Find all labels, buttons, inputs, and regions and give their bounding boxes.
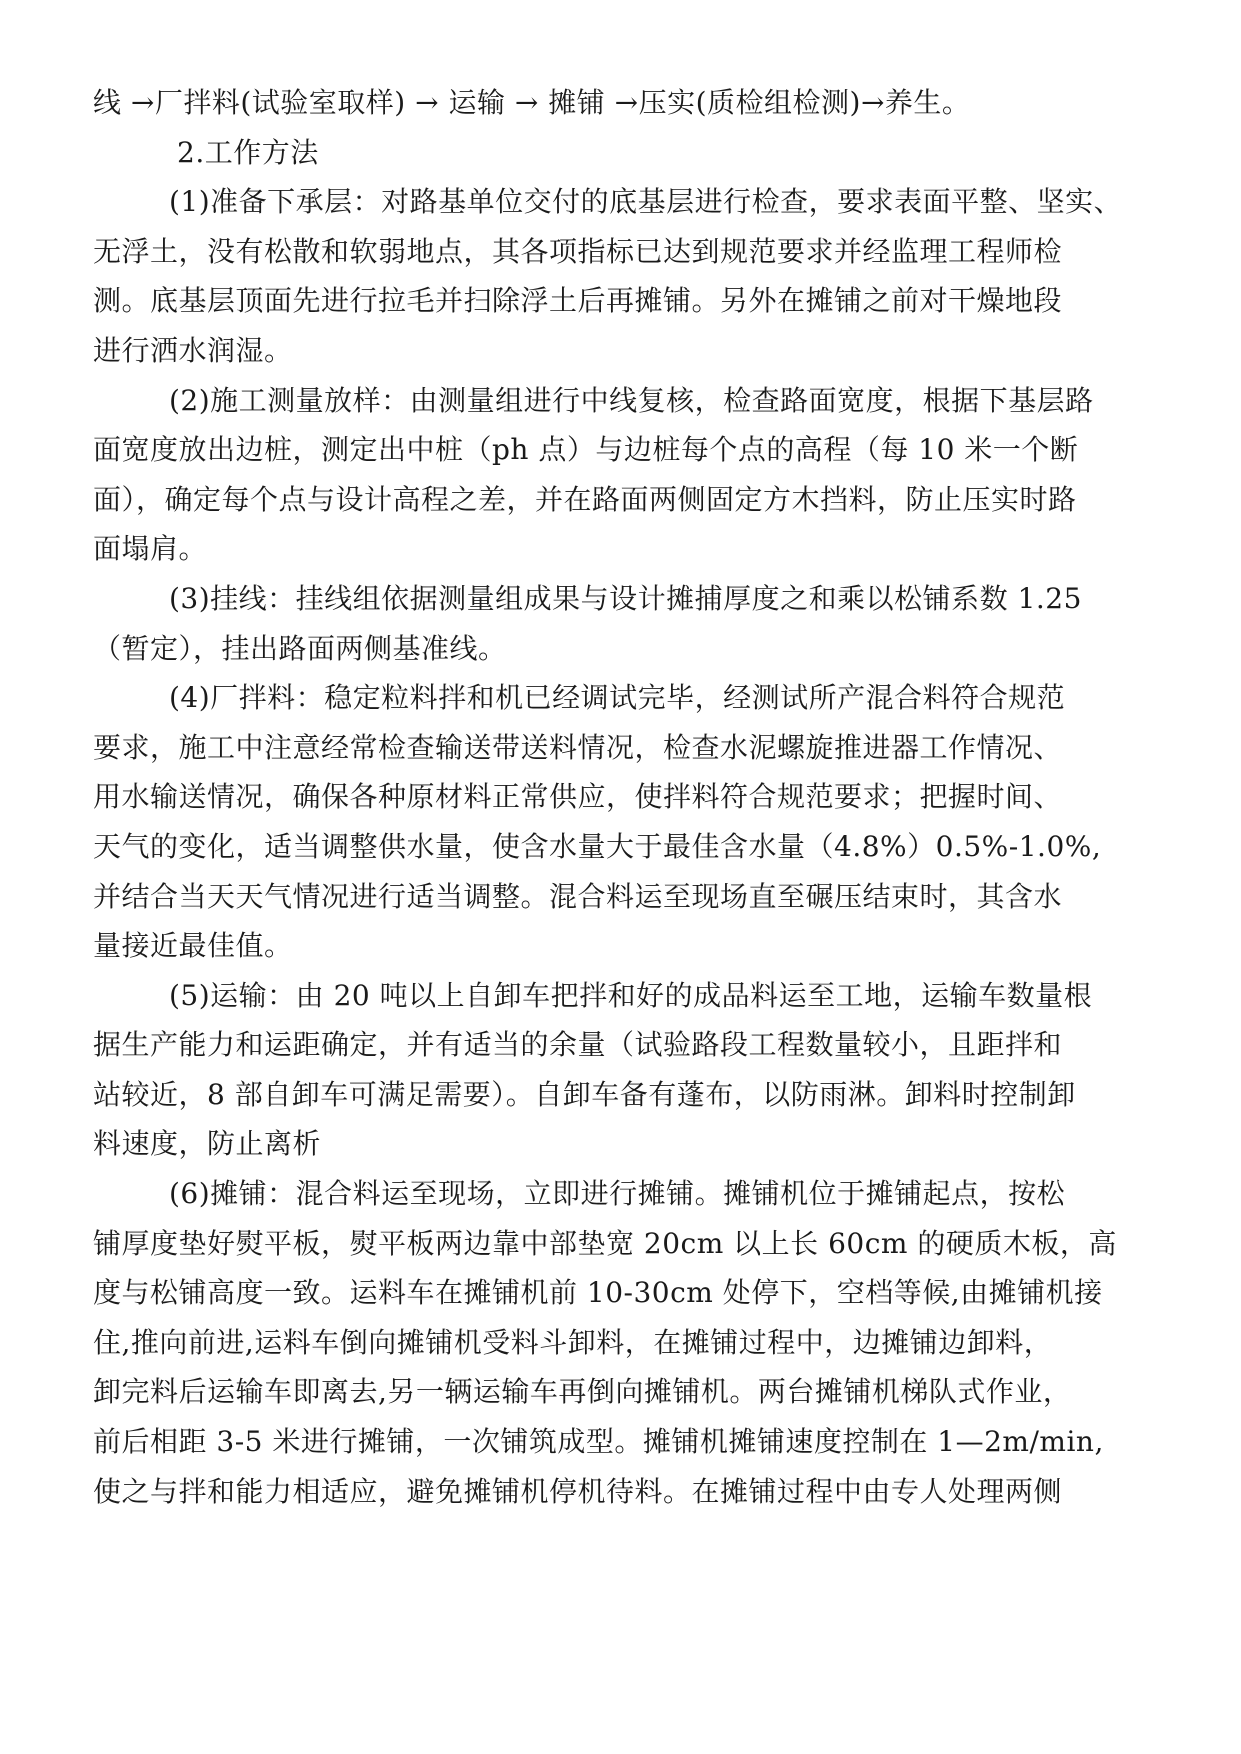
text-line: 面塌肩。 — [93, 532, 208, 566]
text-line: 天气的变化，适当调整供水量，使含水量大于最佳含水量（4.8%）0.5%-1.0%, — [93, 829, 1102, 863]
text-line: 住,推向前进,运料车倒向摊铺机受料斗卸料，在摊铺过程中，边摊铺边卸料， — [93, 1325, 1053, 1359]
text-line: 用水输送情况，确保各种原材料正常供应，使拌料符合规范要求；把握时间、 — [93, 780, 1063, 814]
text-line: 使之与拌和能力相适应，避免摊铺机停机待料。在摊铺过程中由专人处理两侧 — [93, 1474, 1063, 1508]
text-line: (6)摊铺：混合料运至现场，立即进行摊铺。摊铺机位于摊铺起点，按松 — [169, 1177, 1066, 1211]
text-line: (5)运输：由 20 吨以上自卸车把拌和好的成品料运至工地，运输车数量根 — [169, 978, 1093, 1012]
text-line: 面），确定每个点与设计高程之差，并在路面两侧固定方木挡料，防止压实时路 — [93, 482, 1077, 516]
text-line: 度与松铺高度一致。运料车在摊铺机前 10-30cm 处停下，空档等候,由摊铺机接 — [93, 1276, 1103, 1310]
text-line: 量接近最佳值。 — [93, 929, 293, 963]
text-line: 前后相距 3-5 米进行摊铺，一次铺筑成型。摊铺机摊铺速度控制在 1—2m/min, — [93, 1425, 1104, 1459]
text-line: （暂定），挂出路面两侧基准线。 — [93, 631, 507, 665]
text-line: 铺厚度垫好熨平板，熨平板两边靠中部垫宽 20cm 以上长 60cm 的硬质木板，高 — [93, 1226, 1117, 1260]
text-line: (3)挂线：挂线组依据测量组成果与设计摊捕厚度之和乘以松铺系数 1.25 — [169, 581, 1082, 615]
text-line: 并结合当天天气情况进行适当调整。混合料运至现场直至碾压结束时，其含水 — [93, 879, 1063, 913]
text-line: 进行洒水润湿。 — [93, 333, 293, 367]
text-line: 无浮土，没有松散和软弱地点，其各项指标已达到规范要求并经监理工程师检 — [93, 234, 1063, 268]
text-line: (2)施工测量放样：由测量组进行中线复核，检查路面宽度，根据下基层路 — [169, 383, 1094, 417]
text-line: 站较近，8 部自卸车可满足需要）。自卸车备有蓬布，以防雨淋。卸料时控制卸 — [93, 1077, 1076, 1111]
text-line: 要求，施工中注意经常检查输送带送料情况，检查水泥螺旋推进器工作情况、 — [93, 730, 1063, 764]
text-line: 据生产能力和运距确定，并有适当的余量（试验路段工程数量较小，且距拌和 — [93, 1028, 1063, 1062]
text-line: (1)准备下承层：对路基单位交付的底基层进行检查，要求表面平整、坚实、 — [169, 185, 1123, 219]
text-line: 线 →厂拌料(试验室取样) → 运输 → 摊铺 →压实(质检组检测)→养生。 — [93, 86, 971, 119]
document-page — [93, 78, 1165, 1516]
text-line: 卸完料后运输车即离去,另一辆运输车再倒向摊铺机。两台摊铺机梯队式作业， — [93, 1375, 1072, 1409]
text-line: 测。底基层顶面先进行拉毛并扫除浮土后再摊铺。另外在摊铺之前对干燥地段 — [93, 284, 1063, 318]
text-line: 料速度，防止离析 — [93, 1127, 322, 1161]
section-heading: 2.工作方法 — [177, 135, 319, 169]
text-line: (4)厂拌料：稳定粒料拌和机已经调试完毕，经测试所产混合料符合规范 — [169, 681, 1066, 715]
text-line: 面宽度放出边桩，测定出中桩（ph 点）与边桩每个点的高程（每 10 米一个断 — [93, 433, 1079, 467]
